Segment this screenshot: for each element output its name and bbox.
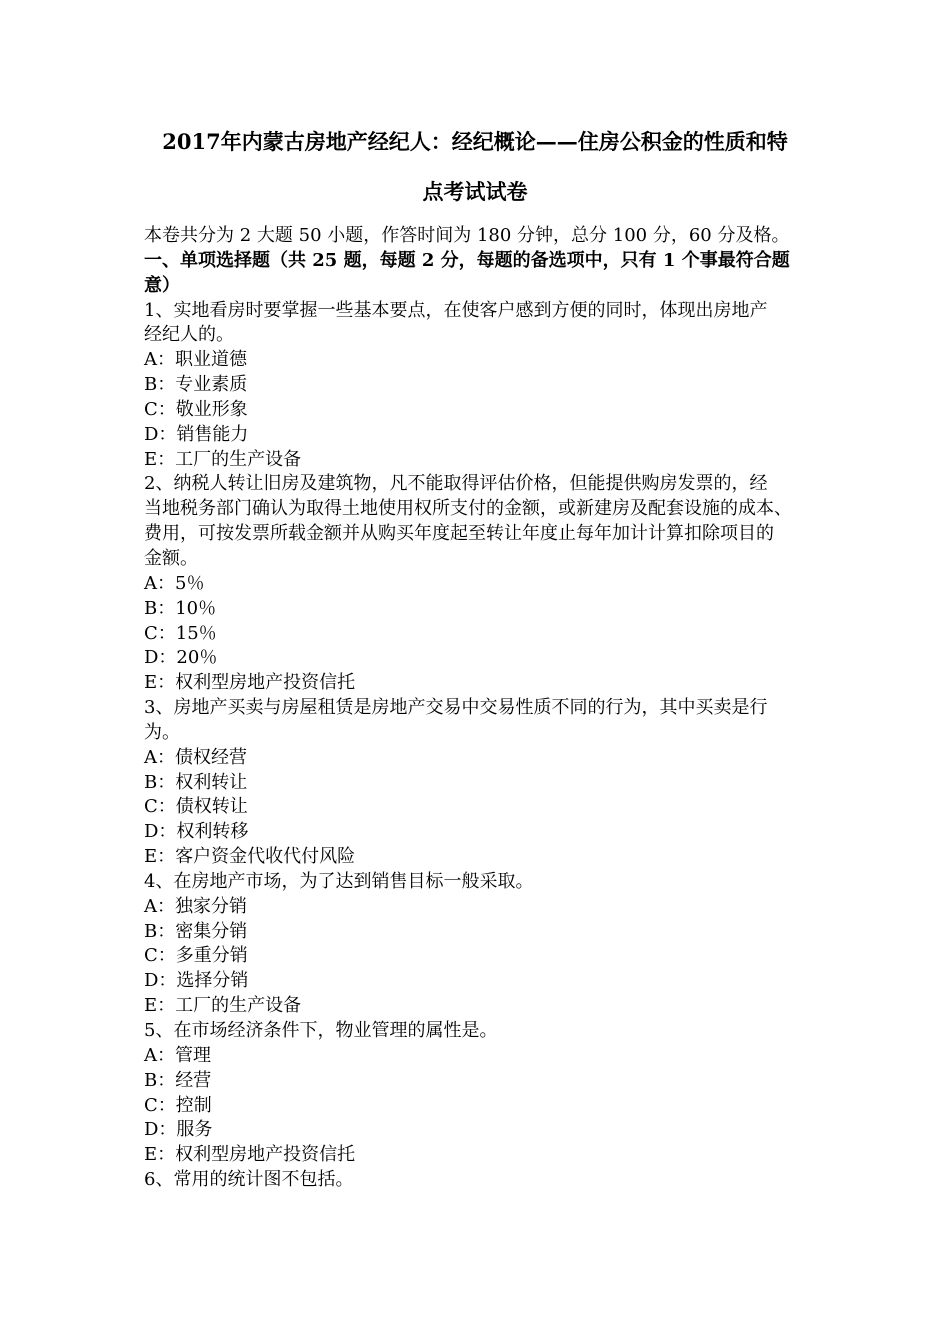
answer-option: E：权利型房地产投资信托	[144, 1144, 356, 1166]
question-stem-line: 1、实地看房时要掌握一些基本要点，在使客户感到方便的同时，体现出房地产	[144, 299, 768, 321]
answer-option: D：权利转移	[144, 821, 249, 843]
answer-option: C：债权转让	[144, 796, 248, 818]
answer-option: B：专业素质	[144, 374, 248, 396]
question-item	[144, 299, 812, 473]
answer-option: B：经营	[144, 1069, 212, 1091]
answer-option: C：控制	[144, 1094, 212, 1116]
answer-option: B：10％	[144, 597, 217, 619]
exam-intro: 本卷共分为 2 大题 50 小题，作答时间为 180 分钟，总分 100 分，60 分及格。	[144, 225, 790, 246]
answer-option: B：权利转让	[144, 771, 248, 793]
question-stem-line: 5、在市场经济条件下，物业管理的属性是。	[144, 1020, 498, 1041]
answer-option: B：密集分销	[144, 920, 248, 942]
document-title-line-2: 点考试试卷	[422, 179, 528, 204]
answer-option: A：独家分销	[144, 895, 247, 917]
question-stem-line: 经纪人的。	[144, 324, 234, 346]
document-title-line-1: 2017年内蒙古房地产经纪人：经纪概论——住房公积金的性质和特	[162, 129, 788, 154]
question-stem-line: 2、纳税人转让旧房及建筑物，凡不能取得评估价格，但能提供购房发票的，经	[144, 473, 768, 495]
answer-option: A：债权经营	[144, 746, 247, 768]
answer-option: E：工厂的生产设备	[144, 995, 302, 1017]
question-item	[144, 870, 812, 1019]
question-stem-line: 金额。	[144, 547, 198, 569]
question-stem-line: 3、房地产买卖与房屋租赁是房地产交易中交易性质不同的行为，其中买卖是行	[144, 697, 768, 719]
answer-option: C：敬业形象	[144, 398, 248, 420]
question-stem-line: 当地税务部门确认为取得土地使用权所支付的金额，或新建房及配套设施的成本、	[144, 498, 792, 520]
answer-option: C：15％	[144, 622, 217, 644]
question-list	[144, 299, 812, 1193]
document-body	[144, 224, 812, 1193]
answer-option: E：客户资金代收代付风险	[144, 846, 356, 868]
answer-option: A：管理	[144, 1044, 211, 1066]
question-item	[144, 472, 812, 696]
section-heading-line-1: 一、单项选择题（共 25 题，每题 2 分，每题的备选项中，只有 1 个事最符合题	[144, 249, 790, 271]
answer-option: C：多重分销	[144, 945, 248, 967]
answer-option: A：职业道德	[144, 349, 247, 371]
answer-option: E：权利型房地产投资信托	[144, 672, 356, 694]
answer-option: D：选择分销	[144, 970, 249, 992]
question-item	[144, 1019, 812, 1168]
answer-option: D：销售能力	[144, 423, 249, 445]
answer-option: E：工厂的生产设备	[144, 448, 302, 470]
section-heading-line-2: 意）	[144, 274, 180, 296]
question-item	[144, 1168, 812, 1193]
answer-option: D：20％	[144, 647, 218, 669]
question-stem-line: 为。	[144, 721, 180, 743]
question-stem-line: 6、常用的统计图不包括。	[144, 1169, 354, 1191]
answer-option: D：服务	[144, 1119, 213, 1141]
question-stem-line: 4、在房地产市场，为了达到销售目标一般采取。	[144, 870, 534, 892]
question-item	[144, 696, 812, 870]
question-stem-line: 费用，可按发票所载金额并从购买年度起至转让年度止每年加计计算扣除项目的	[144, 523, 774, 545]
answer-option: A：5％	[144, 572, 205, 594]
